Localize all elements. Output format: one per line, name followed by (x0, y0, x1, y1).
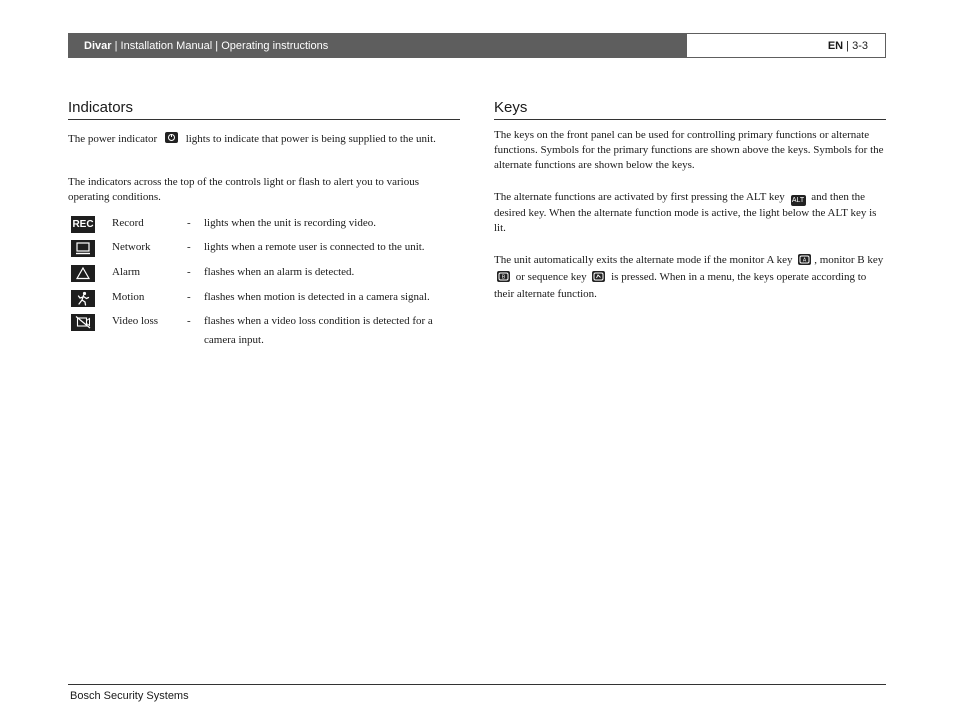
header-separator: | (212, 39, 222, 52)
section-title: Operating instructions (221, 39, 329, 52)
indicator-description: flashes when motion is detected in a camera signal. (204, 291, 430, 303)
paragraph-text: The power indicator (68, 133, 158, 145)
paragraph-text: and then the desired key. When the alternate function mode is active, the light below the ALT key is lit. (494, 191, 877, 234)
network-icon (71, 240, 95, 257)
alt-key-paragraph (494, 190, 886, 236)
footer-company: Bosch Security Systems (70, 690, 189, 702)
page-separator: | (843, 39, 853, 52)
power-icon (165, 132, 178, 143)
header-bar (68, 33, 686, 58)
indicator-name: Record (112, 217, 144, 229)
indicator-name: Network (112, 241, 151, 253)
paragraph-text: or sequence key (515, 271, 587, 283)
exit-alternate-paragraph (494, 252, 886, 303)
indicator-row-record (71, 216, 461, 236)
manual-title: Installation Manual (120, 39, 213, 52)
paragraph-text: lights to indicate that power is being supplied to the unit. (185, 133, 436, 145)
indicator-dash: - (187, 291, 191, 303)
indicator-dash: - (187, 315, 191, 327)
indicator-row-network (71, 240, 461, 260)
page-number-box (686, 33, 886, 58)
indicator-description: lights when a remote user is connected to the unit. (204, 241, 425, 253)
indicator-dash: - (187, 266, 191, 278)
heading-rule (68, 119, 460, 120)
sequence-key-icon (592, 271, 605, 282)
footer-rule (68, 684, 886, 685)
indicator-name: Motion (112, 291, 145, 303)
indicator-name: Alarm (112, 266, 141, 278)
svg-text:B: B (501, 274, 506, 281)
record-icon: REC (71, 216, 95, 233)
indicators-heading: Indicators (68, 99, 134, 116)
indicator-description: lights when the unit is recording video. (204, 217, 376, 229)
indicator-name: Video loss (112, 315, 159, 327)
language-code: EN (827, 39, 844, 52)
paragraph-text: The alternate functions are activated by first pressing the ALT key (494, 191, 785, 203)
monitor-a-key-icon (798, 254, 811, 265)
video-loss-icon (71, 314, 95, 331)
svg-text:A: A (803, 257, 807, 264)
indicator-dash: - (187, 241, 191, 253)
indicator-row-alarm (71, 265, 461, 285)
keys-intro-paragraph: The keys on the front panel can be used for controlling primary functions or alternate functions. Symbols for the primary functions are shown above the keys. Symbols for the alternate functions are shown below the keys. (494, 129, 884, 171)
power-indicator-paragraph (68, 131, 460, 147)
alarm-icon (71, 265, 95, 282)
motion-icon (71, 290, 95, 307)
indicator-row-motion (71, 290, 461, 310)
paragraph-text: , monitor B key (814, 254, 884, 266)
product-name: Divar (84, 39, 112, 52)
paragraph-text: The unit automatically exits the alternate mode if the monitor A key (494, 254, 793, 266)
header-separator: | (111, 39, 121, 52)
indicator-row-video-loss (71, 314, 461, 354)
keys-heading: Keys (494, 99, 528, 116)
indicator-description: flashes when a video loss condition is detected for a camera input. (204, 315, 433, 346)
heading-rule (494, 119, 886, 120)
monitor-b-key-icon (497, 271, 510, 282)
paragraph-text: is pressed. When in a menu, the keys operate according to their alternate function. (494, 271, 867, 300)
indicators-intro-paragraph: The indicators across the top of the controls light or flash to alert you to various operating conditions. (68, 176, 420, 203)
indicator-dash: - (187, 217, 191, 229)
alt-key-icon: ALT (791, 197, 805, 204)
page-number: 3-3 (852, 39, 868, 52)
indicator-description: flashes when an alarm is detected. (204, 266, 355, 278)
